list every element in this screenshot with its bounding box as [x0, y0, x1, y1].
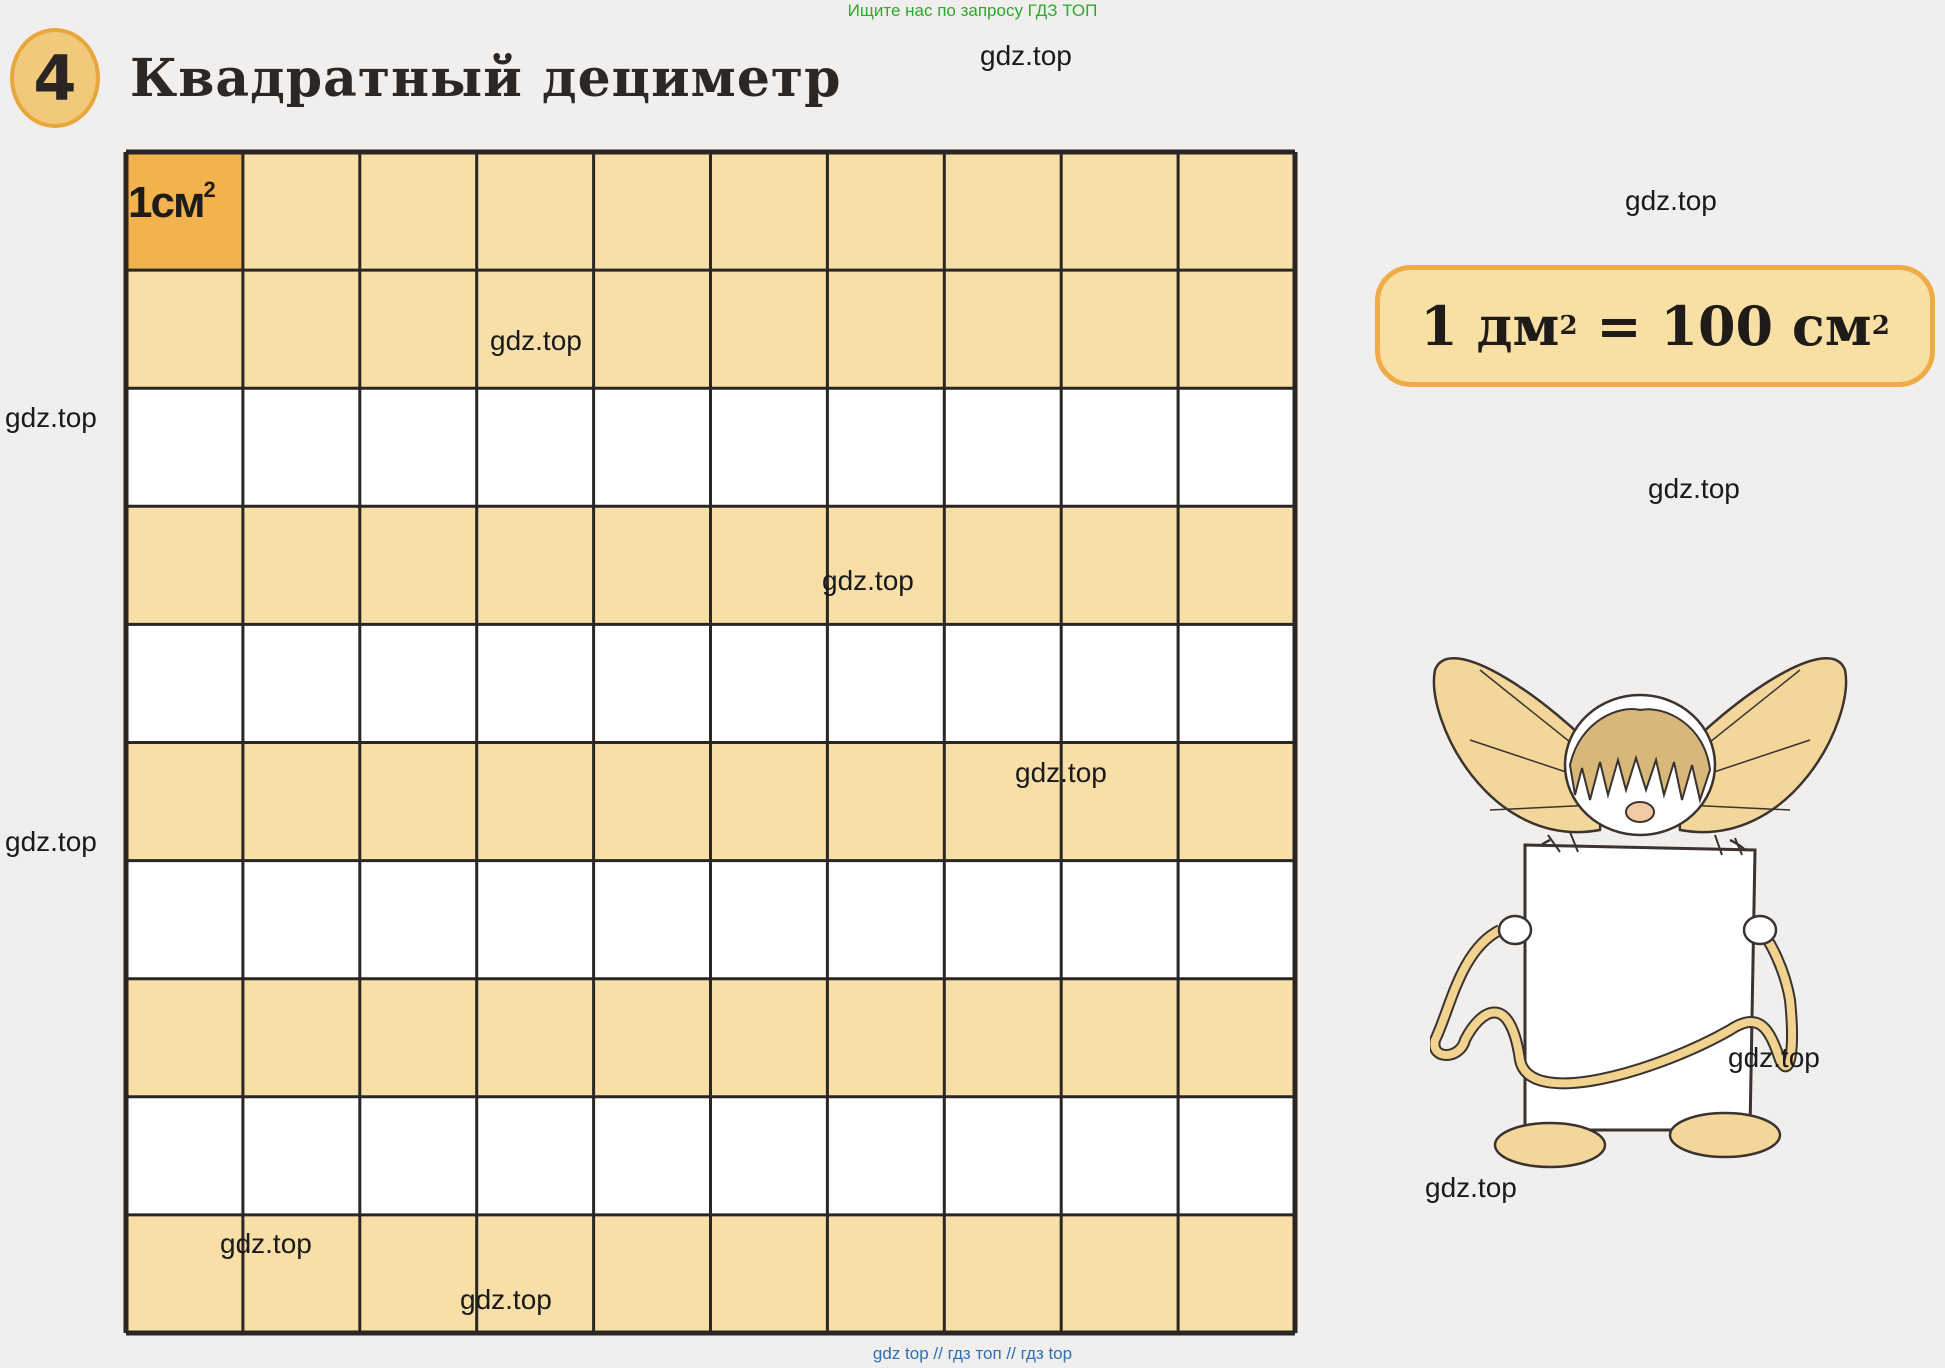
- lesson-title: Квадратный дециметр: [130, 48, 842, 109]
- watermark-text: gdz.top: [1015, 757, 1107, 788]
- watermark-text: gdz.top: [490, 325, 582, 356]
- fairy-holding-sheet-icon: [1430, 590, 1850, 1190]
- first-cell-unit: 1см: [128, 178, 204, 227]
- watermark-text: gdz.top: [1728, 1042, 1820, 1073]
- watermark-text: gdz.top: [1625, 185, 1717, 216]
- bottom-banner[interactable]: gdz top // гдз топ // гдз top: [872, 1344, 1073, 1363]
- lesson-number: 4: [33, 41, 77, 115]
- first-cell-exponent: 2: [203, 177, 216, 202]
- first-cell-label: [128, 177, 216, 228]
- formula-right-exponent: 2: [1871, 311, 1890, 341]
- watermark-text: gdz.top: [5, 402, 97, 433]
- top-banner[interactable]: Ищите нас по запросу ГДЗ ТОП: [847, 1, 1098, 20]
- watermark-text: gdz.top: [5, 826, 97, 857]
- watermark-text: gdz.top: [1648, 473, 1740, 504]
- watermark-text: gdz.top: [460, 1284, 552, 1315]
- formula-left-exponent: 2: [1559, 311, 1578, 341]
- watermark-text: gdz.top: [1425, 1172, 1517, 1203]
- formula-box: [1375, 265, 1935, 387]
- watermark-text: gdz.top: [980, 40, 1072, 71]
- watermark-text: gdz.top: [822, 565, 914, 596]
- formula-left: 1 дм: [1420, 294, 1560, 358]
- formula-right: = 100 см: [1577, 294, 1872, 358]
- watermark-text: gdz.top: [220, 1228, 312, 1259]
